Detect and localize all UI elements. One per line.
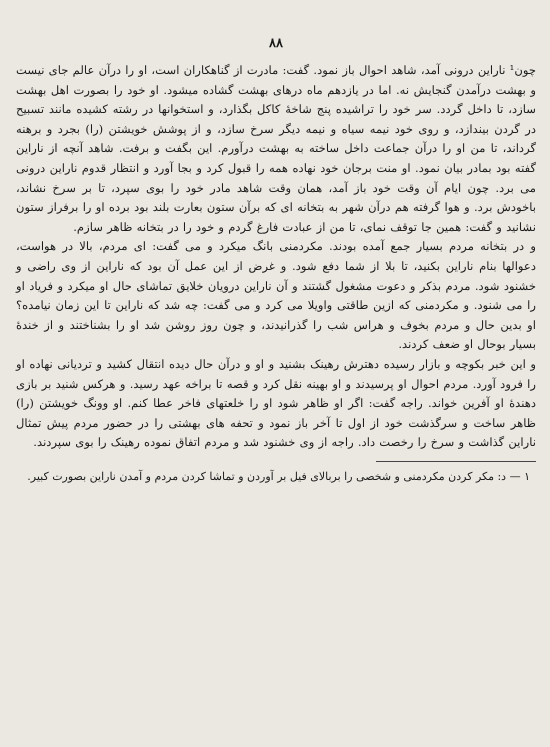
paragraph-1: چون¹ ناراین درونی آمد، شاهد احوال باز نمود. گفت: مادرت از گناهکاران است، او را درآن عالم جای نیست و بهشت درآمدن گنجایش نه. اما در یازدهم ماه درهای بهشت گشاده میشود. او خود را بصورت اهل بهشت سازد، تا داخل گردد. سر خود را تراشیده پنج شاخهٔ کاکل بگذارد، و استخوانها در رشته کشیده مانند تسبیح در گردن بیندازد، و روی خود نیمه سیاه و نیمه دیگر سرخ سازد، و از پوشش خویشتن (را) بجرد و برهنه گرداند، تا من او را درآن جماعت داخل ساخته به بهشت درآورم. این بگفت و برفت. شاهد آنچه از ناراین گفته بود بمادر بیان نمود. او منت برجان خود نهاده همه را قبول کرد و بجا آورد و انتظار قدوم ناراین درونی می برد. چون ایام آن وقت خود باز آمد، همان وقت شاهد مادر خود را بوی سپرد، تا بر سرخ نشاند، باخودش برد. و هوا گرفته هم درآن شهر به بتخانه ای که برآن ستون بعارت بلند بود برده او را برفراز ستون نشانید و گفت: همین جا توقف نمای، تا من از عبادت فارغ گردم و خود را در بتخانه ظاهر سازم. — [16, 63, 536, 234]
page-number: ۸۸ — [269, 36, 283, 51]
footnote — [16, 468, 536, 486]
footnote-divider — [376, 461, 536, 462]
main-text — [16, 61, 536, 453]
paragraph-2: و در بتخانه مردم بسیار جمع آمده بودند. مکردمنی بانگ میکرد و می گفت: ای مردم، بالا در هواست، دعوالها بنام ناراین بکنید، تا بلا از شما دفع شود. و غرض از این عمل آن بود که ناراین از وی راضی و خشنود شود. مردم بذکر و دعوت مشغول گشتند و آن ناراین درویان خلایق تماشای حال او میکرد و فریاد او را می شنود. و مکردمنی که ازین طاقتی واویلا می کرد و می گفت: چه شد که ناراین تا این زمان نیامده؟ او بدین حال و مردم بخوف و هراس شب را گذرانیدند، و چون روز روشن شد او را بشناختند و از خندهٔ بسیار بوحال او ضعف کردند. — [16, 239, 536, 352]
paragraph-3: و این خبر بکوچه و بازار رسیده دهترش رهینک بشنید و او و درآن حال دیده انتقال کشید و تردیانی نهاده او را فرود آورد. مردم احوال او پرسیدند و او بهینه نقل کرد و قصه تا براخه عهد رسید. و هرکس شنید بر بازی دهندهٔ او آفرین خواند. راجه گفت: اگر او ظاهر شود او را خلعتهای فاخر عطا کنم. او وونگ خویشتن (را) ظاهر ساخت و سرگذشت خود از اول تا آخر باز نمود و تحفه های بهشتی را در حضور مردم پیش تمثال ناراین گذاشت و سرخ را رخصت داد. راجه از وی خشنود شد و مردم اتفاق نموده رهینک را بوی سپردند. — [16, 356, 536, 450]
footnote-text: ۱ — د: مکر کردن مکردمنی و شخصی را بربالای فیل بر آوردن و تماشا کردن مردم و آمدن ناراین بصورت کبیر. — [27, 469, 530, 483]
